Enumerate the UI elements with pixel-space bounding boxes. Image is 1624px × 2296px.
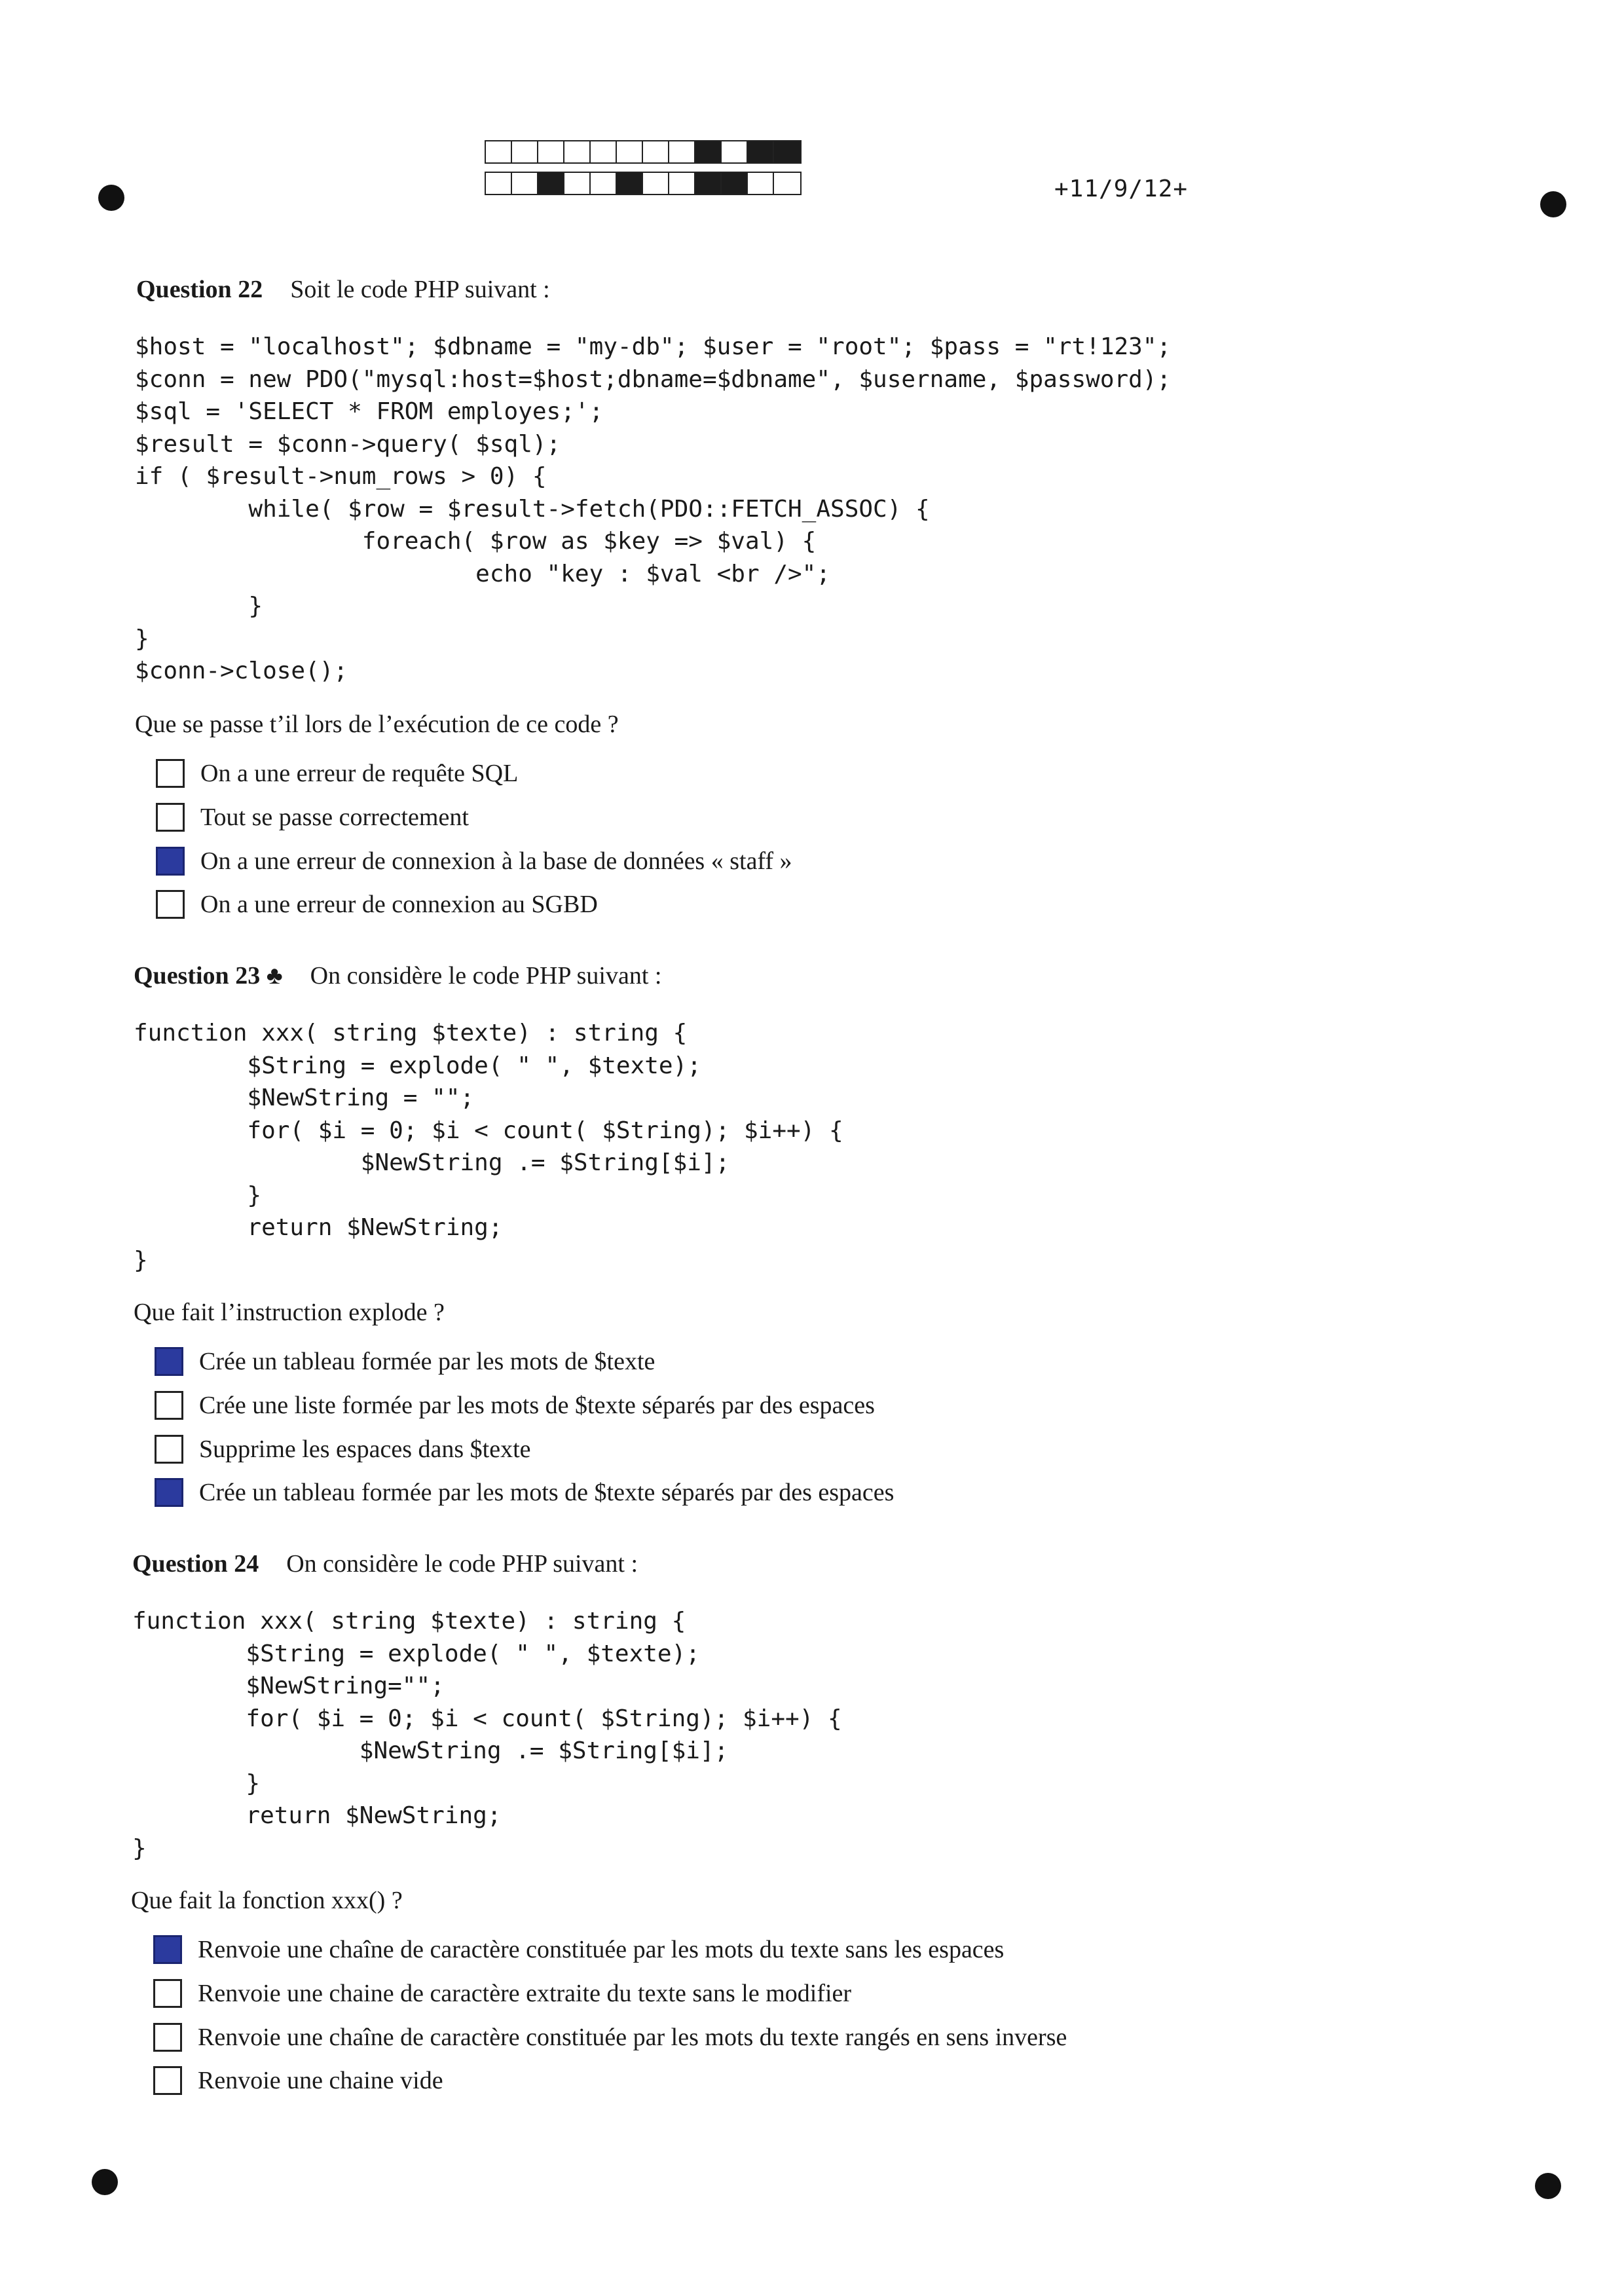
barcode-cell [722, 173, 748, 194]
checkbox[interactable] [155, 1478, 183, 1507]
barcode-cell [564, 173, 591, 194]
answer-option[interactable] [153, 1928, 1067, 1972]
answer-option[interactable] [153, 2015, 1067, 2059]
barcode-cell [512, 173, 538, 194]
answer-text: Crée un tableau formée par les mots de $texte séparés par des espaces [199, 1479, 895, 1507]
checkbox[interactable] [153, 1935, 182, 1964]
code-block: function xxx( string $texte) : string { $String = explode( " ", $texte); $NewString=""; for( $i = 0; $i < count( $String); $i++) { $NewString .= $String[$i]; } return $NewString; } [132, 1608, 842, 1862]
registration-mark-top-right [1540, 191, 1566, 217]
answer-option[interactable] [153, 1972, 1067, 2016]
checkbox[interactable] [155, 1347, 183, 1376]
registration-mark-top-left [98, 185, 124, 211]
checkbox[interactable] [156, 890, 185, 919]
barcode-cell [695, 141, 722, 162]
answer-option[interactable] [155, 1384, 894, 1428]
answer-text: Tout se passe correctement [200, 804, 469, 832]
barcode-cell [486, 141, 512, 162]
barcode-cell [695, 173, 722, 194]
barcode-row-2 [485, 172, 802, 195]
answer-text: On a une erreur de connexion à la base de données « staff » [200, 847, 792, 875]
barcode-cell [643, 173, 669, 194]
barcode-cell [512, 141, 538, 162]
question-label: Question 24 [132, 1550, 259, 1578]
question-intro: Soit le code PHP suivant : [290, 276, 550, 303]
barcode-cell [564, 141, 591, 162]
barcode-cell [748, 173, 774, 194]
checkbox[interactable] [155, 1435, 183, 1464]
answer-option[interactable] [156, 752, 792, 796]
answer-text: Supprime les espaces dans $texte [199, 1435, 531, 1463]
page-id: +11/9/12+ [1054, 176, 1189, 202]
barcode-cell [538, 173, 564, 194]
question-intro: On considère le code PHP suivant : [310, 962, 662, 990]
barcode-cell [774, 141, 800, 162]
barcode-cell [538, 141, 564, 162]
answer-text: Crée un tableau formée par les mots de $texte [199, 1348, 655, 1376]
answer-text: Renvoie une chaine de caractère extraite du texte sans le modifier [198, 1980, 852, 2008]
checkbox[interactable] [153, 2066, 182, 2095]
barcode-cell [669, 141, 695, 162]
barcode-cell [643, 141, 669, 162]
barcode-cell [591, 173, 617, 194]
answer-option[interactable] [153, 2059, 1067, 2103]
checkbox[interactable] [153, 1979, 182, 2008]
answer-list [153, 1928, 1067, 2103]
question-prompt: Que se passe t’il lors de l’exécution de ce code ? [135, 711, 619, 738]
question-title [134, 961, 661, 990]
answer-option[interactable] [156, 883, 792, 927]
answer-option[interactable] [155, 1471, 894, 1515]
registration-mark-bottom-left [92, 2169, 118, 2195]
barcode-cell [617, 141, 643, 162]
answer-list [156, 752, 792, 927]
question-prompt: Que fait l’instruction explode ? [134, 1299, 445, 1326]
question-label: Question 23 ♣ [134, 962, 283, 990]
answer-text: Renvoie une chaine vide [198, 2067, 443, 2095]
answer-text: On a une erreur de connexion au SGBD [200, 891, 598, 919]
answer-text: Renvoie une chaîne de caractère constituée par les mots du texte sans les espaces [198, 1936, 1005, 1964]
checkbox[interactable] [156, 847, 185, 876]
answer-text: Renvoie une chaîne de caractère constituée par les mots du texte rangés en sens inverse [198, 2023, 1067, 2051]
registration-mark-bottom-right [1535, 2173, 1561, 2199]
checkbox[interactable] [155, 1391, 183, 1420]
code-block: $host = "localhost"; $dbname = "my-db"; $user = "root"; $pass = "rt!123"; $conn = new PDO("mysql:host=$host;dbname=$dbname", $username, $password); $sql = 'SELECT * FROM employes;'; $result = $conn->query( $sql); if ( $result->num_rows > 0) { while( $row = $result->fetch(PDO::FETCH_ASSOC) { foreach( $row as $key => $val) { echo "key : $val <br />"; } } $conn->close(); [135, 333, 1172, 684]
barcode-cell [748, 141, 774, 162]
answer-option[interactable] [156, 796, 792, 840]
question-title [136, 275, 550, 304]
answer-option[interactable] [156, 839, 792, 883]
question-title [132, 1549, 638, 1578]
barcode-cell [591, 141, 617, 162]
question-label: Question 22 [136, 276, 263, 303]
answer-list [155, 1340, 894, 1515]
barcode-row-1 [485, 140, 802, 164]
barcode-cell [669, 173, 695, 194]
checkbox[interactable] [153, 2023, 182, 2052]
checkbox[interactable] [156, 759, 185, 788]
question-intro: On considère le code PHP suivant : [286, 1550, 638, 1578]
answer-option[interactable] [155, 1340, 894, 1384]
answer-text: On a une erreur de requête SQL [200, 760, 519, 788]
answer-text: Crée une liste formée par les mots de $texte séparés par des espaces [199, 1392, 875, 1420]
checkbox[interactable] [156, 803, 185, 832]
code-block: function xxx( string $texte) : string { $String = explode( " ", $texte); $NewString = ""; for( $i = 0; $i < count( $String); $i++) { $NewString .= $String[$i]; } return $NewString; } [134, 1020, 843, 1274]
barcode-cell [617, 173, 643, 194]
barcode-cell [486, 173, 512, 194]
barcode-cell [774, 173, 800, 194]
barcode-cell [722, 141, 748, 162]
answer-option[interactable] [155, 1427, 894, 1471]
question-prompt: Que fait la fonction xxx() ? [131, 1887, 403, 1914]
